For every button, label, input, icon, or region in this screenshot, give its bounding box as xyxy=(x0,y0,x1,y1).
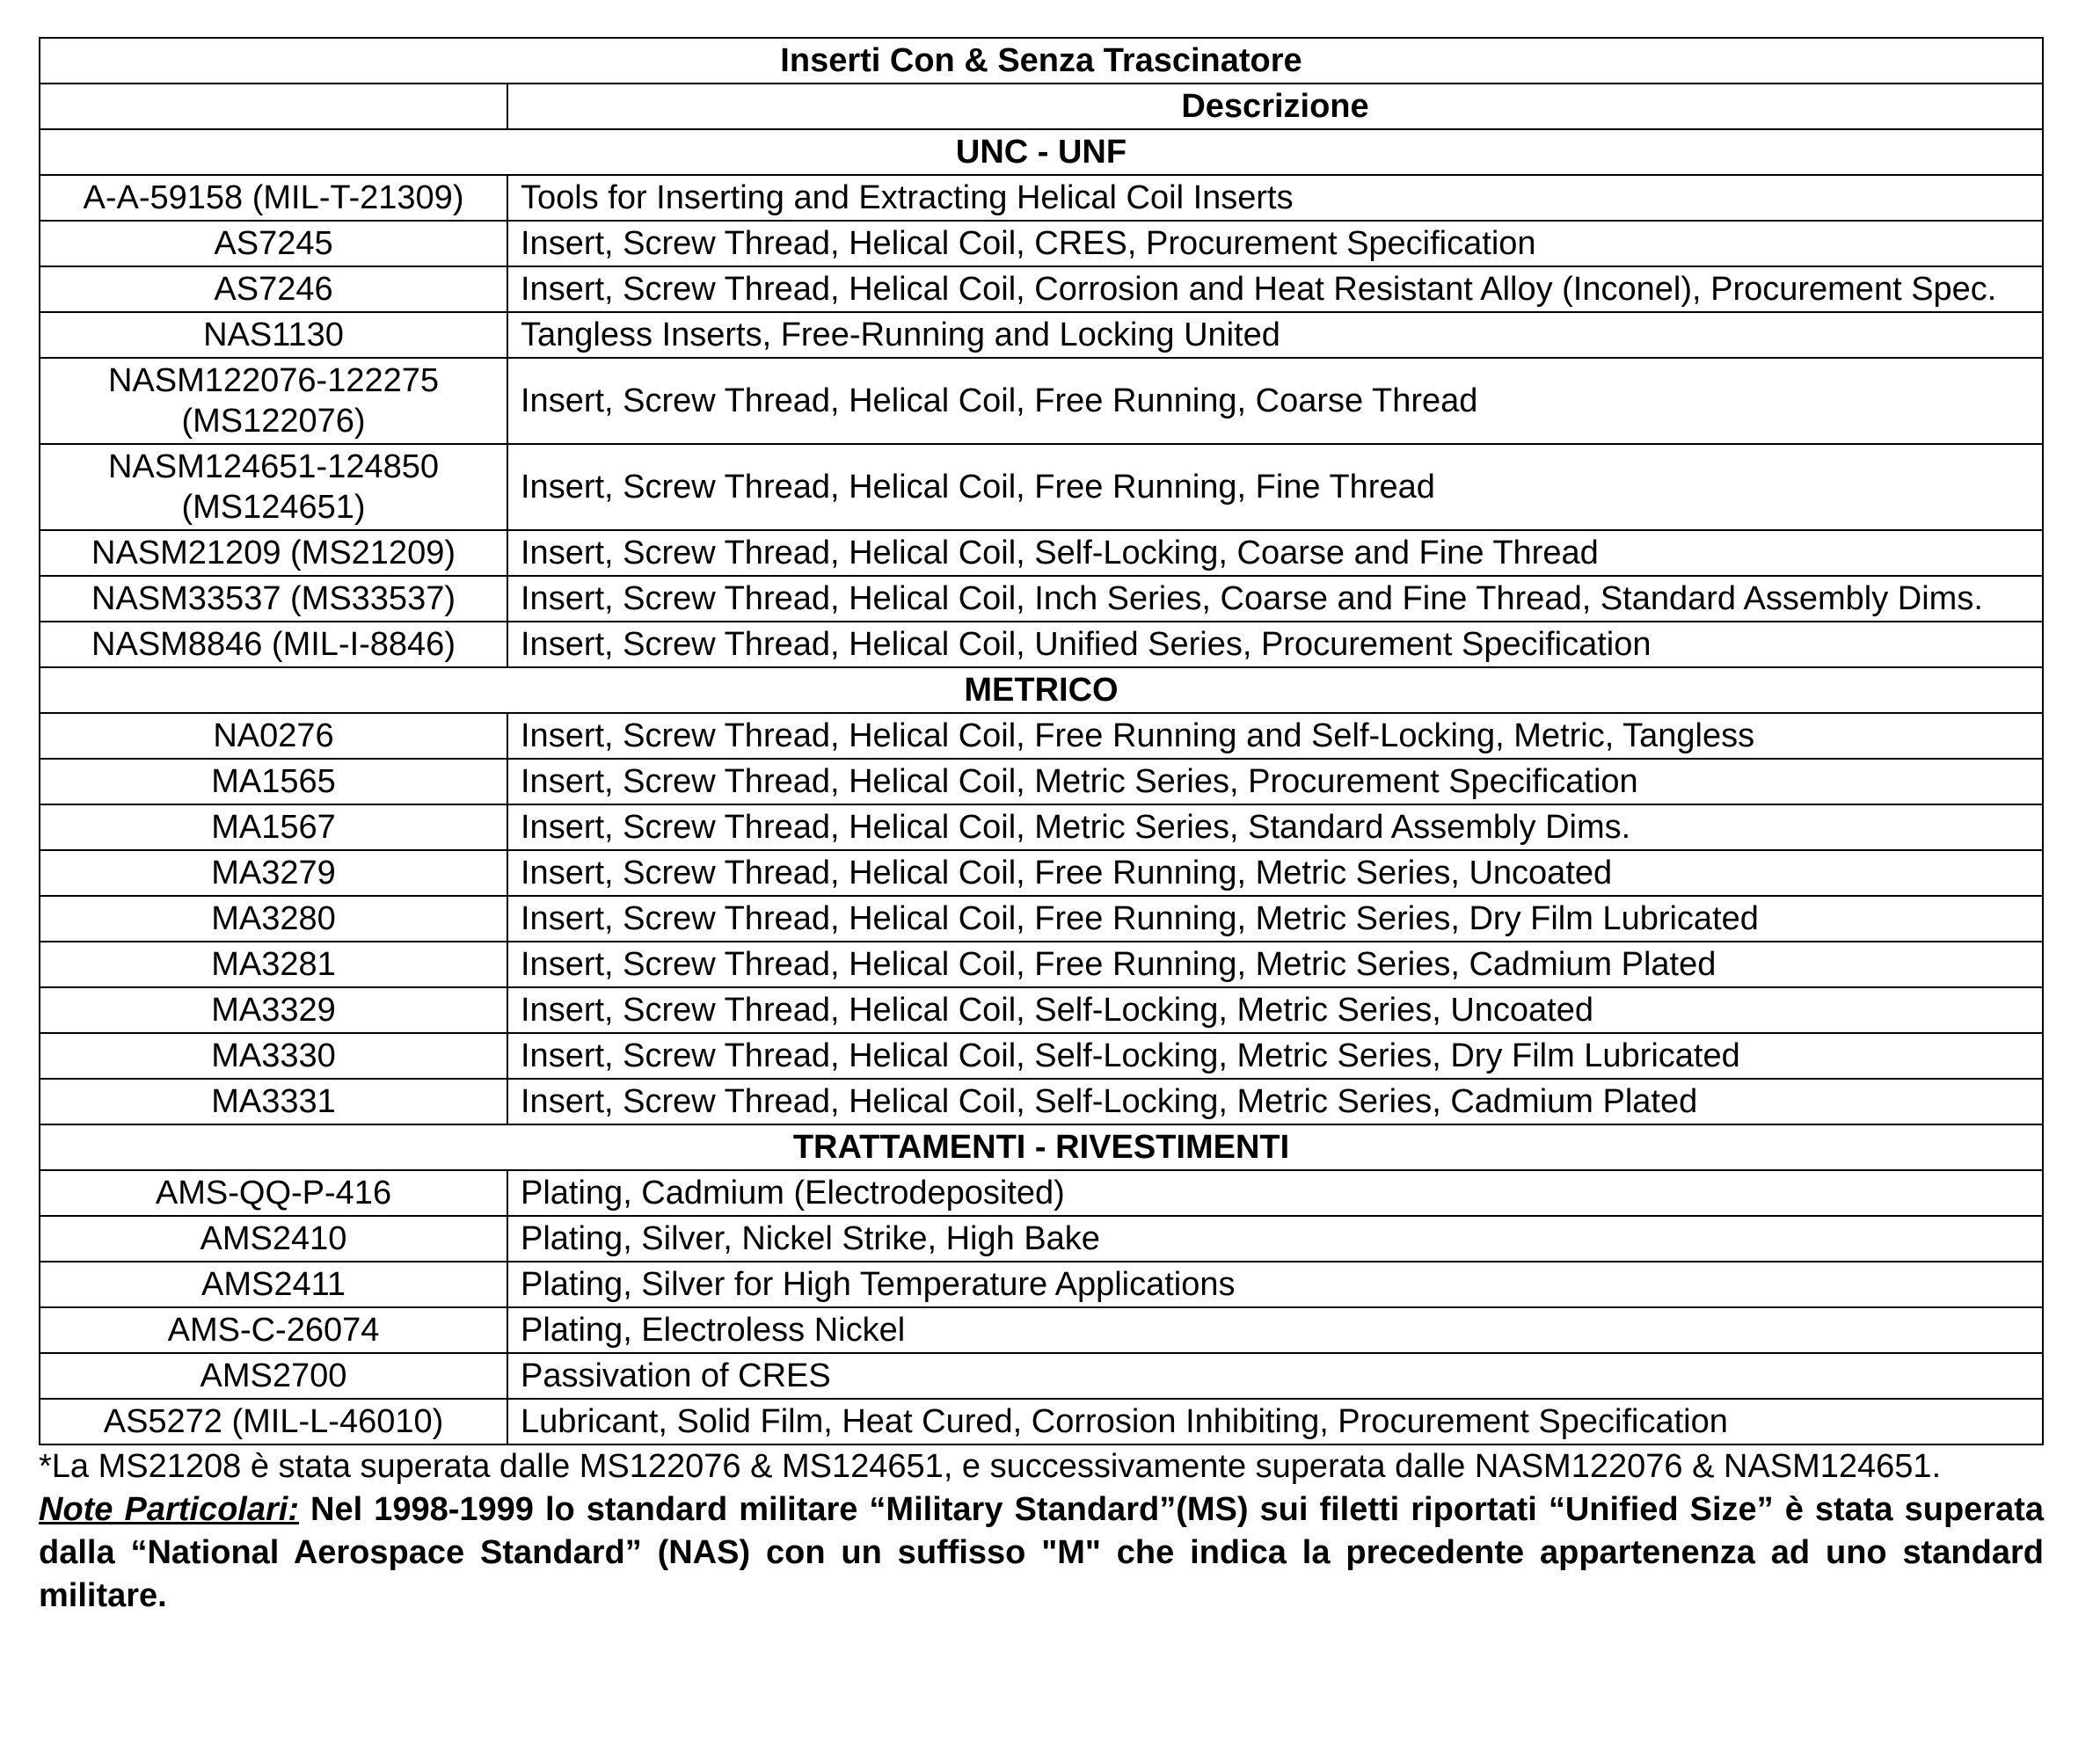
table-row xyxy=(40,1307,2043,1353)
spec-code: AS5272 (MIL-L-46010) xyxy=(40,1399,507,1444)
section-heading-row xyxy=(40,1124,2043,1170)
spec-code: MA3280 xyxy=(40,896,507,942)
section-heading-row xyxy=(40,667,2043,713)
section-heading: TRATTAMENTI - RIVESTIMENTI xyxy=(40,1124,2043,1170)
special-notes xyxy=(39,1488,2044,1618)
section-heading: METRICO xyxy=(40,667,2043,713)
spec-code: NASM33537 (MS33537) xyxy=(40,576,507,622)
special-notes-label: Note Particolari: xyxy=(39,1491,299,1528)
table-row xyxy=(40,1399,2043,1444)
spec-table xyxy=(39,37,2044,1445)
table-row xyxy=(40,1216,2043,1262)
table-row xyxy=(40,444,2043,530)
table-row xyxy=(40,1033,2043,1079)
spec-description: Insert, Screw Thread, Helical Coil, Inch Series, Coarse and Fine Thread, Standard Assembly Dims. xyxy=(507,576,2043,622)
table-row xyxy=(40,896,2043,942)
spec-description: Insert, Screw Thread, Helical Coil, Self-Locking, Coarse and Fine Thread xyxy=(507,530,2043,576)
spec-description: Insert, Screw Thread, Helical Coil, Metric Series, Procurement Specification xyxy=(507,759,2043,804)
special-notes-text: Nel 1998-1999 lo standard militare “Military Standard”(MS) sui filetti riportati “Unified Size” è stata superata dalla “National Aerospace Standard” (NAS) con un suffisso "M" che indica la precedente appartenenza ad uno standard militare. xyxy=(39,1491,2044,1614)
spec-code: NA0276 xyxy=(40,713,507,759)
table-row xyxy=(40,1170,2043,1216)
spec-code: NASM124651-124850 (MS124651) xyxy=(40,444,507,530)
spec-description: Plating, Electroless Nickel xyxy=(507,1307,2043,1353)
spec-description: Insert, Screw Thread, Helical Coil, Free Running, Metric Series, Cadmium Plated xyxy=(507,942,2043,987)
title-row xyxy=(40,38,2043,84)
spec-description: Insert, Screw Thread, Helical Coil, Free Running, Metric Series, Dry Film Lubricated xyxy=(507,896,2043,942)
section-heading: UNC - UNF xyxy=(40,129,2043,175)
spec-code: AMS-C-26074 xyxy=(40,1307,507,1353)
spec-description: Insert, Screw Thread, Helical Coil, Self-Locking, Metric Series, Cadmium Plated xyxy=(507,1079,2043,1124)
spec-description: Passivation of CRES xyxy=(507,1353,2043,1399)
spec-description: Insert, Screw Thread, Helical Coil, CRES, Procurement Specification xyxy=(507,221,2043,266)
spec-description: Insert, Screw Thread, Helical Coil, Corrosion and Heat Resistant Alloy (Inconel), Procurement Spec. xyxy=(507,266,2043,312)
table-row xyxy=(40,1079,2043,1124)
table-row xyxy=(40,987,2043,1033)
spec-code: AMS-QQ-P-416 xyxy=(40,1170,507,1216)
table-row xyxy=(40,358,2043,444)
spec-code: MA1567 xyxy=(40,804,507,850)
table-row xyxy=(40,175,2043,221)
spec-code: MA1565 xyxy=(40,759,507,804)
spec-description: Insert, Screw Thread, Helical Coil, Free Running and Self-Locking, Metric, Tangless xyxy=(507,713,2043,759)
spec-description: Insert, Screw Thread, Helical Coil, Metric Series, Standard Assembly Dims. xyxy=(507,804,2043,850)
spec-description: Insert, Screw Thread, Helical Coil, Free Running, Coarse Thread xyxy=(507,358,2043,444)
spec-description: Plating, Cadmium (Electrodeposited) xyxy=(507,1170,2043,1216)
spec-description: Insert, Screw Thread, Helical Coil, Free Running, Fine Thread xyxy=(507,444,2043,530)
header-description: Descrizione xyxy=(507,84,2043,129)
table-row xyxy=(40,530,2043,576)
spec-description: Tools for Inserting and Extracting Helical Coil Inserts xyxy=(507,175,2043,221)
spec-code: AS7245 xyxy=(40,221,507,266)
spec-description: Lubricant, Solid Film, Heat Cured, Corrosion Inhibiting, Procurement Specification xyxy=(507,1399,2043,1444)
spec-code: AMS2411 xyxy=(40,1262,507,1307)
spec-code: MA3329 xyxy=(40,987,507,1033)
document xyxy=(39,37,2044,1618)
footnote: *La MS21208 è stata superata dalle MS122076 & MS124651, e successivamente superata dalle NASM122076 & NASM124651. xyxy=(39,1448,1942,1485)
spec-code: NASM8846 (MIL-I-8846) xyxy=(40,622,507,667)
spec-code: AMS2410 xyxy=(40,1216,507,1262)
table-row xyxy=(40,850,2043,896)
spec-description: Insert, Screw Thread, Helical Coil, Self-Locking, Metric Series, Uncoated xyxy=(507,987,2043,1033)
table-row xyxy=(40,804,2043,850)
table-row xyxy=(40,312,2043,358)
spec-code: NASM21209 (MS21209) xyxy=(40,530,507,576)
spec-code: MA3330 xyxy=(40,1033,507,1079)
spec-code: NASM122076-122275 (MS122076) xyxy=(40,358,507,444)
table-row xyxy=(40,622,2043,667)
table-row xyxy=(40,221,2043,266)
header-row xyxy=(40,84,2043,129)
table-row xyxy=(40,1262,2043,1307)
spec-table-body xyxy=(40,38,2043,1444)
table-row xyxy=(40,1353,2043,1399)
spec-description: Insert, Screw Thread, Helical Coil, Self-Locking, Metric Series, Dry Film Lubricated xyxy=(507,1033,2043,1079)
spec-description: Plating, Silver for High Temperature Applications xyxy=(507,1262,2043,1307)
table-row xyxy=(40,713,2043,759)
table-row xyxy=(40,576,2043,622)
spec-code: A-A-59158 (MIL-T-21309) xyxy=(40,175,507,221)
spec-description: Insert, Screw Thread, Helical Coil, Free Running, Metric Series, Uncoated xyxy=(507,850,2043,896)
table-row xyxy=(40,266,2043,312)
table-title: Inserti Con & Senza Trascinatore xyxy=(40,38,2043,84)
header-code xyxy=(40,84,507,129)
spec-code: AMS2700 xyxy=(40,1353,507,1399)
spec-code: NAS1130 xyxy=(40,312,507,358)
spec-code: MA3331 xyxy=(40,1079,507,1124)
spec-description: Tangless Inserts, Free-Running and Locking United xyxy=(507,312,2043,358)
table-row xyxy=(40,759,2043,804)
spec-description: Plating, Silver, Nickel Strike, High Bake xyxy=(507,1216,2043,1262)
spec-code: MA3279 xyxy=(40,850,507,896)
spec-code: AS7246 xyxy=(40,266,507,312)
spec-description: Insert, Screw Thread, Helical Coil, Unified Series, Procurement Specification xyxy=(507,622,2043,667)
spec-code: MA3281 xyxy=(40,942,507,987)
section-heading-row xyxy=(40,129,2043,175)
table-row xyxy=(40,942,2043,987)
